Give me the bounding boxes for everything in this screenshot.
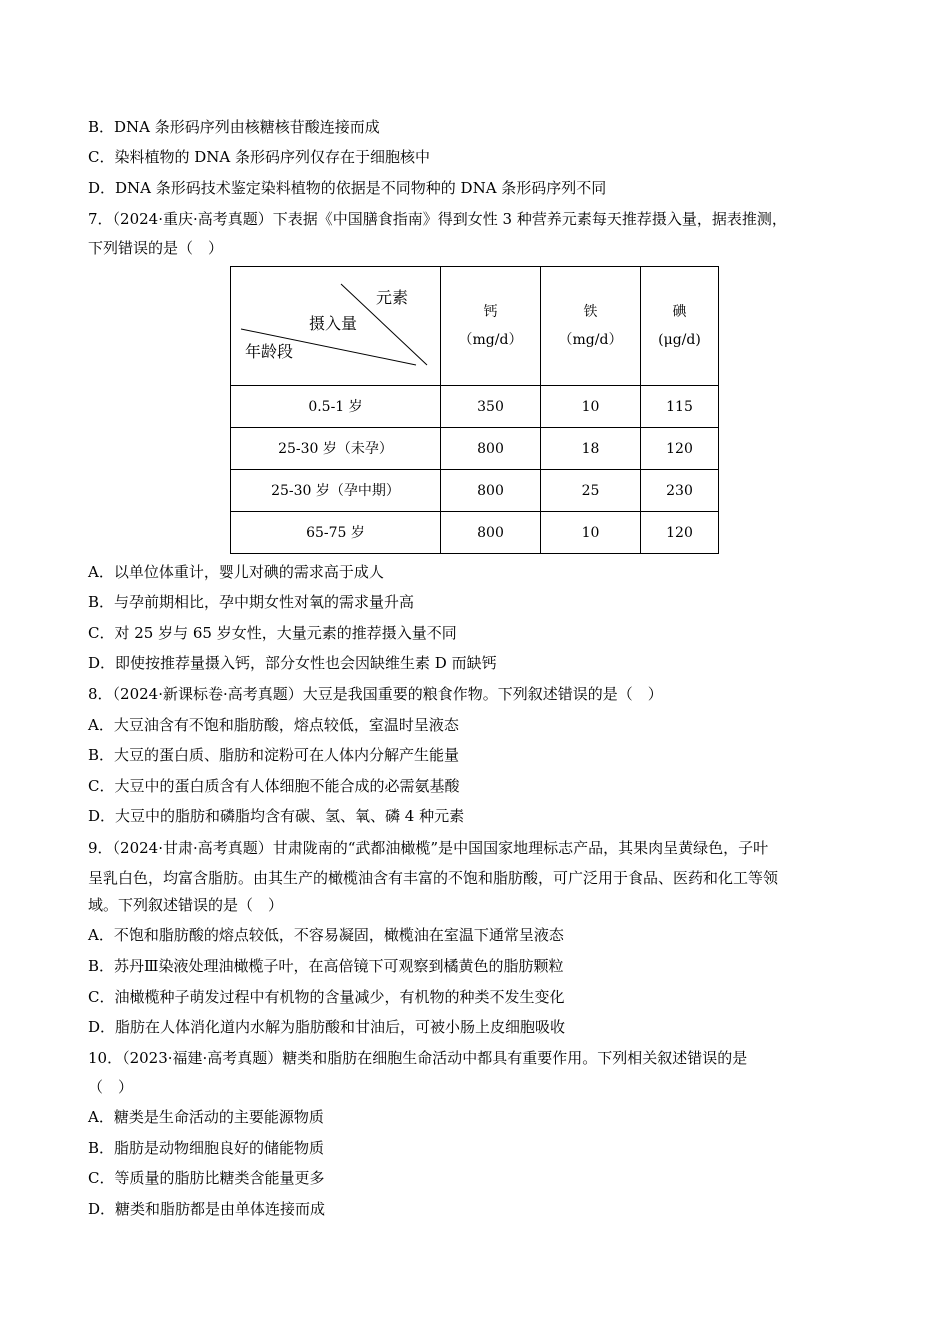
q8-option-a: A．大豆油含有不饱和脂肪酸，熔点较低，室温时呈液态	[88, 716, 459, 734]
header-age-label: 年龄段	[245, 342, 294, 361]
q10-option-a: A．糖类是生命活动的主要能源物质	[88, 1108, 324, 1126]
value-cell: 10	[541, 512, 641, 554]
age-cell: 65-75 岁	[231, 512, 441, 554]
q7-option-a: A．以单位体重计，婴儿对碘的需求高于成人	[88, 563, 384, 581]
q6-option-b: B．DNA 条形码序列由核糖核苷酸连接而成	[88, 118, 380, 136]
q8-option-c: C．大豆中的蛋白质含有人体细胞不能合成的必需氨基酸	[88, 777, 460, 795]
column-unit: (μg/d)	[658, 332, 701, 348]
q6-option-c: C．染料植物的 DNA 条形码序列仅存在于细胞核中	[88, 148, 430, 166]
value-cell: 18	[541, 428, 641, 470]
q10-option-d: D．糖类和脂肪都是由单体连接而成	[88, 1200, 326, 1218]
column-name: 钙	[483, 304, 498, 320]
value-cell: 350	[441, 386, 541, 428]
q9-option-d: D．脂肪在人体消化道内水解为脂肪酸和甘油后，可被小肠上皮细胞吸收	[88, 1018, 566, 1036]
value-cell: 25	[541, 470, 641, 512]
header-intake-label: 摄入量	[309, 314, 358, 333]
age-cell: 25-30 岁（孕中期）	[231, 470, 441, 512]
q7-stem-line2: 下列错误的是（ ）	[88, 239, 224, 257]
column-unit: （mg/d）	[558, 332, 623, 348]
value-cell: 10	[541, 386, 641, 428]
value-cell: 800	[441, 470, 541, 512]
value-cell: 115	[641, 386, 719, 428]
q9-option-a: A．不饱和脂肪酸的熔点较低，不容易凝固，橄榄油在室温下通常呈液态	[88, 926, 564, 944]
column-header-iron	[541, 267, 641, 386]
column-header-calcium	[441, 267, 541, 386]
column-unit: （mg/d）	[458, 332, 523, 348]
q9-stem-line2: 呈乳白色，均富含脂肪。由其生产的橄榄油含有丰富的不饱和脂肪酸，可广泛用于食品、医药和化工等领	[88, 869, 779, 887]
table-row	[231, 512, 719, 554]
column-header-iodine	[641, 267, 719, 386]
q10-stem-line1: 10．（2023·福建·高考真题）糖类和脂肪在细胞生命活动中都具有重要作用。下列相关叙述错误的是	[88, 1049, 748, 1067]
q8-option-d: D．大豆中的脂肪和磷脂均含有碳、氢、氧、磷 4 种元素	[88, 807, 465, 825]
q6-option-d: D．DNA 条形码技术鉴定染料植物的依据是不同物种的 DNA 条形码序列不同	[88, 179, 607, 197]
age-cell: 0.5-1 岁	[231, 386, 441, 428]
table-row	[231, 386, 719, 428]
q10-option-b: B．脂肪是动物细胞良好的储能物质	[88, 1139, 325, 1157]
q7-option-c: C．对 25 岁与 65 岁女性，大量元素的推荐摄入量不同	[88, 624, 457, 642]
value-cell: 800	[441, 428, 541, 470]
q9-stem-line3: 域。下列叙述错误的是（ ）	[88, 896, 284, 914]
q9-option-c: C．油橄榄种子萌发过程中有机物的含量减少，有机物的种类不发生变化	[88, 988, 565, 1006]
value-cell: 120	[641, 428, 719, 470]
table-row	[231, 470, 719, 512]
q7-option-d: D．即使按推荐量摄入钙，部分女性也会因缺维生素 D 而缺钙	[88, 654, 497, 672]
table-header-row	[231, 267, 719, 386]
q9-option-b: B．苏丹Ⅲ染液处理油橄榄子叶，在高倍镜下可观察到橘黄色的脂肪颗粒	[88, 957, 564, 975]
value-cell: 120	[641, 512, 719, 554]
q7-option-b: B．与孕前期相比，孕中期女性对氧的需求量升高	[88, 593, 415, 611]
diagonal-header-cell	[231, 267, 441, 386]
value-cell: 230	[641, 470, 719, 512]
q10-option-c: C．等质量的脂肪比糖类含能量更多	[88, 1169, 325, 1187]
q7-stem-line1: 7．（2024·重庆·高考真题）下表据《中国膳食指南》得到女性 3 种营养元素每天推荐摄入量，据表推测，	[88, 210, 787, 228]
q8-option-b: B．大豆的蛋白质、脂肪和淀粉可在人体内分解产生能量	[88, 746, 460, 764]
header-element-label: 元素	[376, 288, 409, 307]
q8-stem: 8．（2024·新课标卷·高考真题）大豆是我国重要的粮食作物。下列叙述错误的是（ ）	[88, 685, 663, 703]
column-name: 铁	[583, 304, 598, 320]
value-cell: 800	[441, 512, 541, 554]
nutrient-table	[230, 266, 719, 554]
age-cell: 25-30 岁（未孕）	[231, 428, 441, 470]
column-name: 碘	[672, 304, 687, 320]
q9-stem-line1: 9．（2024·甘肃·高考真题）甘肃陇南的“武都油橄榄”是中国国家地理标志产品，其果肉呈黄绿色，子叶	[88, 839, 769, 857]
q10-stem-line2: （ ）	[88, 1078, 134, 1096]
table-row	[231, 428, 719, 470]
